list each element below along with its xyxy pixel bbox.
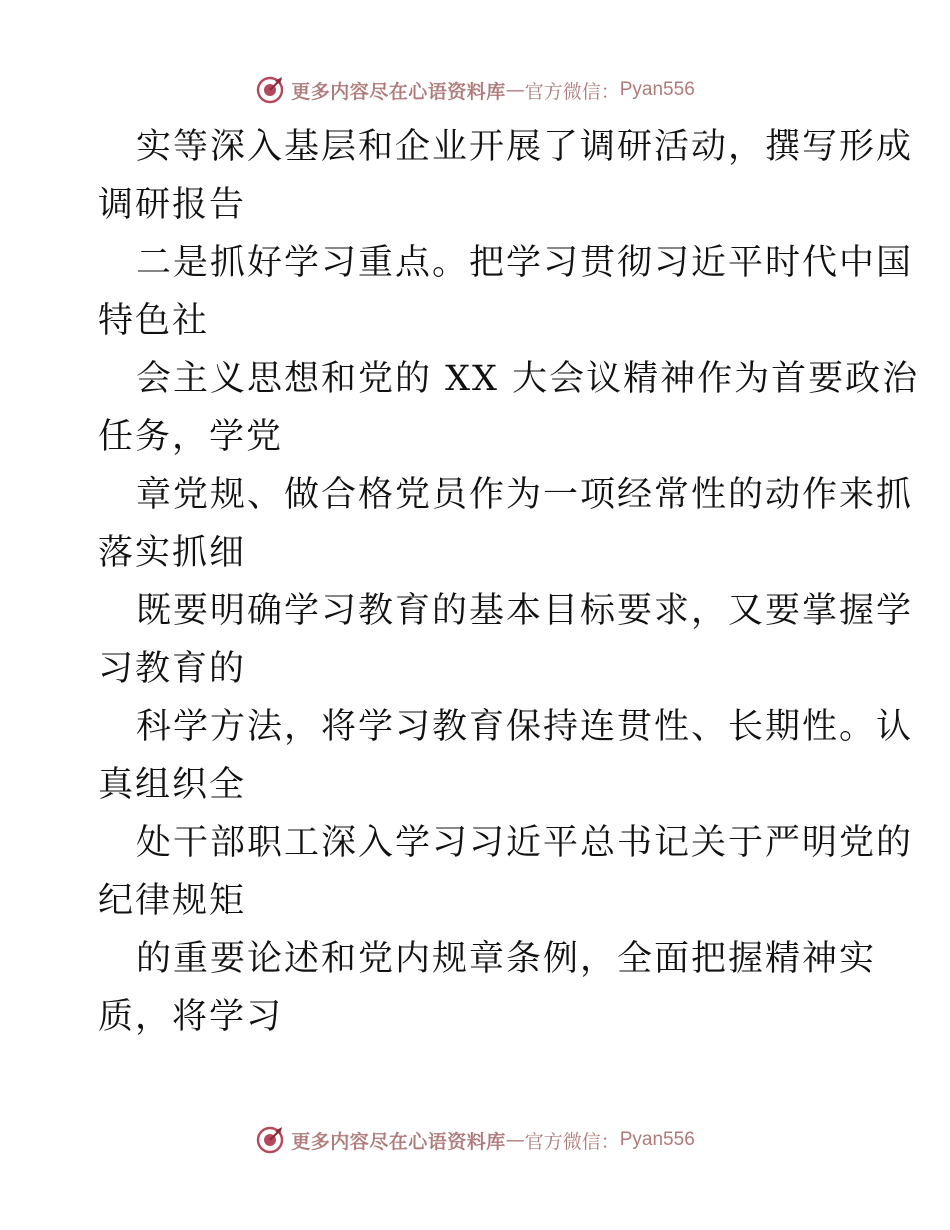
header-wechat-label: 官方微信： <box>524 80 620 103</box>
paragraph <box>98 582 914 698</box>
paragraph <box>98 930 877 1046</box>
paragraph-line: 既要明确学习教育的基本目标要求，又要掌握学 <box>136 591 914 631</box>
paragraph-line: 习教育的 <box>98 649 247 689</box>
paragraph-line: 会主义思想和党的 XX 大会议精神作为首要政治 <box>136 359 920 399</box>
document-body <box>98 118 920 1046</box>
footer-wechat-id: Pyan556 <box>619 1129 695 1150</box>
paragraph-line: 实等深入基层和企业开展了调研活动，撰写形成 <box>136 127 914 167</box>
paragraph <box>98 814 914 930</box>
paragraph-line: 处干部职工深入学习习近平总书记关于严明党的 <box>136 823 914 863</box>
paragraph-line: 科学方法，将学习教育保持连贯性、长期性。认 <box>136 707 914 747</box>
footer-banner <box>0 1120 950 1160</box>
header-banner <box>0 70 950 110</box>
paragraph <box>98 350 920 466</box>
paragraph-line: 质，将学习 <box>98 997 284 1037</box>
footer-dash: — <box>505 1129 525 1151</box>
paragraph-line: 二是抓好学习重点。把学习贯彻习近平时代中国 <box>136 243 914 283</box>
footer-site-text: 更多内容尽在心语资料库 <box>291 1130 506 1153</box>
paragraph-line: 的重要论述和党内规章条例，全面把握精神实 <box>136 939 877 979</box>
footer-wechat-label: 官方微信： <box>524 1130 620 1153</box>
header-site-text: 更多内容尽在心语资料库 <box>291 80 506 103</box>
paragraph <box>98 698 914 814</box>
paragraph-line: 调研报告 <box>98 185 247 225</box>
paragraph <box>98 466 914 582</box>
paragraph-line: 任务，学党 <box>98 417 284 457</box>
pen-circle-logo-icon <box>255 1125 285 1155</box>
paragraph-line: 特色社 <box>98 301 210 341</box>
header-wechat-id: Pyan556 <box>619 79 695 100</box>
header-dash: — <box>505 79 525 101</box>
paragraph-line: 落实抓细 <box>98 533 247 573</box>
paragraph-line: 纪律规矩 <box>98 881 247 921</box>
pen-circle-logo-icon <box>255 75 285 105</box>
paragraph <box>98 118 914 234</box>
paragraph-line: 真组织全 <box>98 765 247 805</box>
paragraph <box>98 234 914 350</box>
paragraph-line: 章党规、做合格党员作为一项经常性的动作来抓 <box>136 475 914 515</box>
